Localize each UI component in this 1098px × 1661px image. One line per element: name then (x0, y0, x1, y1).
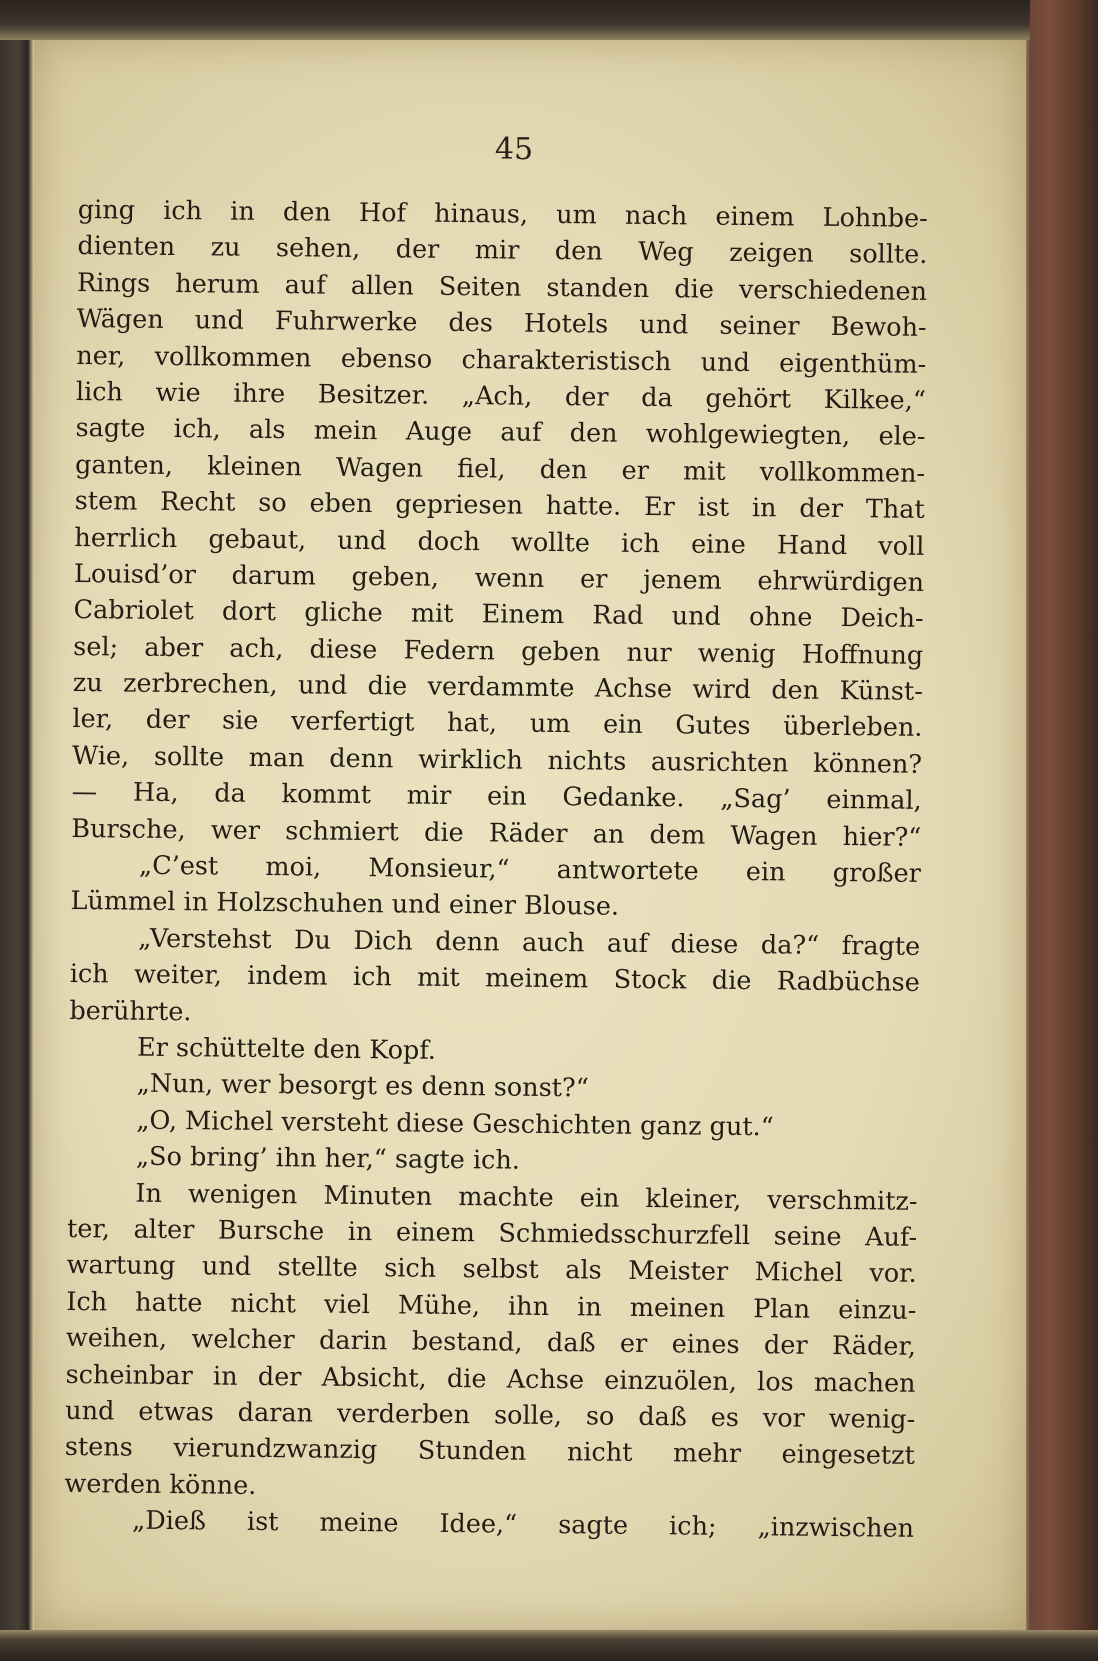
page-bottom-shadow (0, 1630, 1098, 1661)
text-line: ich weiter, indem ich mit meinem Stock die Radbüchse (69, 959, 920, 999)
text-line: scheinbar in der Absicht, die Achse einzuölen, los machen (65, 1359, 916, 1399)
book-page (34, 40, 1026, 1630)
text-line: und etwas daran verderben solle, so daß es vor wenig- (65, 1395, 916, 1435)
text-line: berührte. (69, 995, 192, 1027)
text-line: weihen, welcher darin bestand, daß er eines der Räder, (65, 1323, 917, 1362)
text-line: „C’est moi, Monsieur,“ antwortete ein großer (138, 850, 922, 889)
text-line: ter, alter Bursche in einem Schmiedsschurzfell seine Auf- (66, 1213, 918, 1253)
text-line: dienten zu sehen, der mir den Weg zeigen sollte. (77, 231, 928, 271)
text-line: herrlich gebaut, und doch wollte ich eine Hand voll (74, 522, 925, 562)
text-line: lich wie ihre Besitzer. „Ach, der da gehört Kilkee,“ (75, 376, 927, 416)
text-line: stens vierundzwanzig Stunden nicht mehr eingesetzt (64, 1432, 915, 1472)
text-line: „Dieß ist meine Idee,“ sagte ich; „inzwischen (131, 1505, 915, 1544)
text-line: Lümmel in Holzschuhen und einer Blouse. (70, 886, 620, 923)
text-line: ler, der sie verfertigt hat, um ein Gutes überleben. (72, 704, 923, 744)
text-line: Louisd’or darum geben, wenn er jenem ehrwürdigen (73, 558, 925, 598)
text-line: wartung und stellte sich selbst als Meister Michel vor. (66, 1250, 917, 1290)
text-line: Ich hatte nicht viel Mühe, ihn in meinen Plan einzu- (66, 1286, 917, 1326)
text-line: Rings herum auf allen Seiten standen die verschiedenen (76, 267, 928, 307)
text-line: In wenigen Minuten machte ein kleiner, verschmitz- (135, 1178, 918, 1217)
text-line: sagte ich, als mein Auge auf den wohlgewiegten, ele- (75, 413, 926, 453)
text-line: „So bring’ ihn her,“ sagte ich. (135, 1141, 521, 1176)
text-line: Er schüttelte den Kopf. (136, 1032, 437, 1066)
text-line: Wie, sollte man denn wirklich nichts ausrichten können? (71, 740, 923, 780)
book-cover-edge (1030, 0, 1098, 1661)
text-line: „Verstehst Du Dich denn auch auf diese da?“ fragte (138, 923, 921, 962)
text-line: werden könne. (64, 1468, 257, 1501)
text-line: stem Recht so eben gepriesen hatte. Er ist in der That (74, 486, 925, 526)
text-line: „O, Michel versteht diese Geschichten ganz gut.“ (136, 1105, 774, 1143)
text-line: — Ha, da kommt mir ein Gedanke. „Sag’ einmal, (71, 777, 922, 817)
page-text (64, 192, 928, 1547)
text-line: ganten, kleinen Wagen fiel, den er mit vollkommen- (74, 449, 926, 489)
text-line: ging ich in den Hof hinaus, um nach einem Lohnbe- (77, 194, 928, 234)
text-line: „Nun, wer besorgt es denn sonst?“ (136, 1069, 589, 1104)
page-number: 45 (494, 132, 534, 167)
text-line: Bursche, wer schmiert die Räder an dem Wagen hier?“ (71, 813, 922, 853)
text-line: Wägen und Fuhrwerke des Hotels und seiner Bewoh- (76, 304, 927, 344)
text-line: zu zerbrechen, und die verdammte Achse wird den Künst- (72, 668, 923, 707)
text-line: ner, vollkommen ebenso charakteristisch und eigenthüm- (76, 340, 927, 380)
page-top-shadow (0, 0, 1098, 40)
text-line: sel; aber ach, diese Federn geben nur wenig Hoffnung (73, 631, 924, 671)
text-line: Cabriolet dort gliche mit Einem Rad und ohne Deich- (73, 595, 924, 635)
